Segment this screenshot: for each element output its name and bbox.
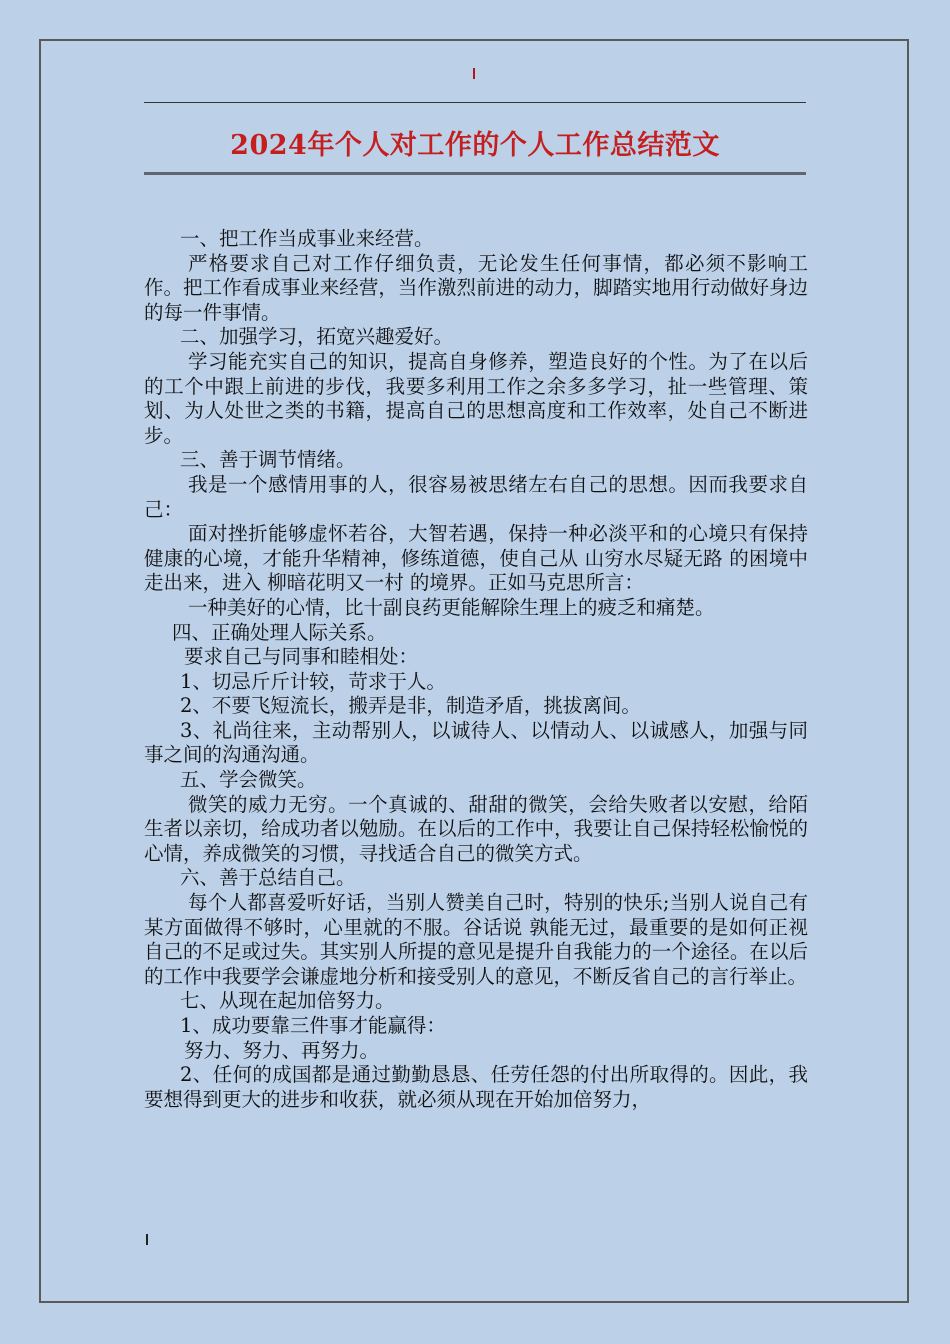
- section-heading: 四、正确处理人际关系。: [172, 620, 387, 644]
- paragraph: 微笑的威力无穷。一个真诚的、甜甜的微笑，会给失败者以安慰，给陌生者以亲切，给成功者以勉励。在以后的工作中，我要让自己保持轻松愉悦的心情，养成微笑的习惯，寻找适合自己的微笑方式。: [144, 792, 808, 865]
- list-item: 3、礼尚往来，主动帮别人，以诚待人、以情动人、以诚感人，加强与同事之间的沟通沟通。: [144, 718, 808, 767]
- quote: 一种美好的心情，比十副良药更能解除生理上的疲乏和痛楚。: [188, 595, 715, 619]
- section-heading: 三、善于调节情绪。: [180, 448, 356, 472]
- paragraph: 面对挫折能够虚怀若谷，大智若遇，保持一种必淡平和的心境只有保持健康的心境，才能升华精神，修练道德，使自己从 山穷水尽疑无路 的困境中走出来，进入 柳暗花明又一村 的境界。正如马克思所言：: [144, 522, 808, 595]
- document-body: [144, 227, 808, 1112]
- section-heading: 六、善于总结自己。: [180, 866, 356, 890]
- paragraph: 我是一个感情用事的人，很容易被思绪左右自己的思想。因而我要求自己：: [144, 472, 808, 521]
- paragraph: 严格要求自己对工作仔细负责，无论发生任何事情，都必须不影响工作。把工作看成事业来经营，当作激烈前进的动力，脚踏实地用行动做好身边的每一件事情。: [144, 251, 808, 324]
- list-item: 2、不要飞短流长，搬弄是非，制造矛盾，挑拔离间。: [180, 694, 641, 718]
- list-item: 1、切忌斤斤计较，苛求于人。: [180, 669, 446, 693]
- list-intro: 要求自己与同事和睦相处：: [184, 645, 419, 669]
- footer-mark: [146, 1234, 148, 1245]
- list-item: 努力、努力、再努力。: [184, 1038, 380, 1062]
- section-heading: 一、把工作当成事业来经营。: [180, 227, 434, 250]
- paragraph: 每个人都喜爱听好话，当别人赞美自己时，特别的快乐;当别人说自己有某方面做得不够时，心里就的不服。谷话说 孰能无过，最重要的是如何正视自己的不足或过失。其实别人所提的意见是提升自我能力的一个途径。在以后的工作中我要学会谦虚地分析和接受别人的意见，不断反省自己的言行举止。: [144, 891, 808, 988]
- title-rule: [144, 172, 806, 175]
- header-mark: [473, 68, 475, 79]
- section-heading: 五、学会微笑。: [180, 768, 317, 792]
- section-heading: 七、从现在起加倍努力。: [180, 989, 395, 1013]
- paragraph: 学习能充实自己的知识，提高自身修养，塑造良好的个性。为了在以后的工个中跟上前进的步伐，我要多利用工作之余多多学习，扯一些管理、策划、为人处世之类的书籍，提高自己的思想高度和工作效率，处自己不断进步。: [144, 349, 808, 447]
- header-rule: [144, 102, 806, 103]
- list-item: 1、成功要靠三件事才能赢得：: [180, 1014, 446, 1037]
- list-item: 2、任何的成国都是通过勤勤恳恳、任劳任怨的付出所取得的。因此，我要想得到更大的进步和收获，就必须从现在开始加倍努力，: [144, 1063, 808, 1111]
- document-title: 2024年个人对工作的个人工作总结范文: [230, 130, 720, 161]
- section-heading: 二、加强学习，拓宽兴趣爱好。: [180, 325, 454, 349]
